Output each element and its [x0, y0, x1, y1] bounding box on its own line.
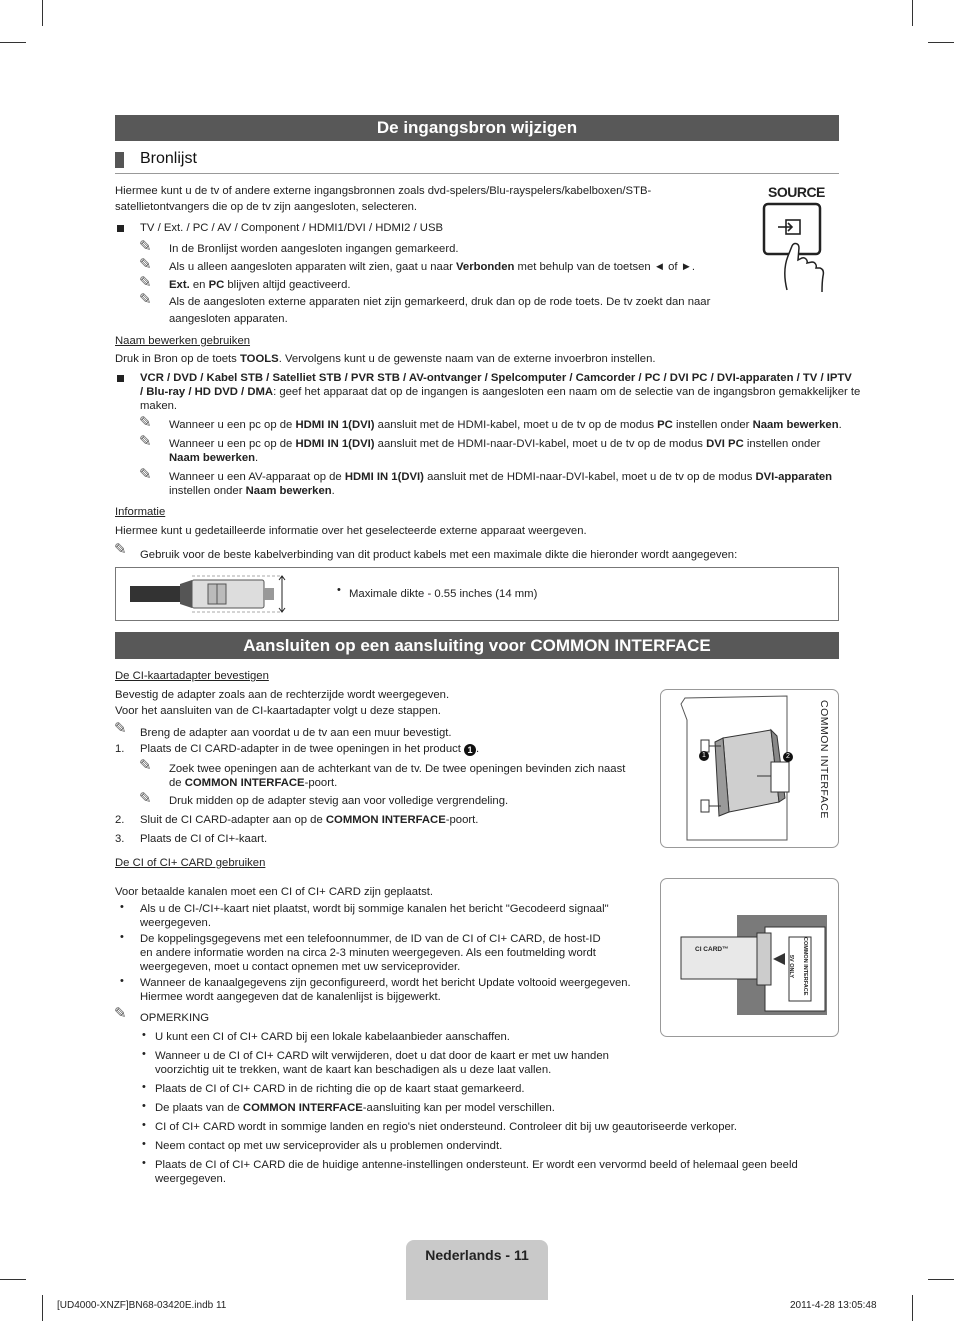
step-1-note-1-line-2: de COMMON INTERFACE-poort.: [169, 777, 338, 789]
ci-bullet-2-line-3: weergegeven, moet u contact opnemen met uw serviceprovider.: [140, 961, 461, 973]
heading-information: Informatie: [115, 506, 166, 518]
bullet-dot: •: [142, 1029, 146, 1041]
heading-edit-name: Naam bewerken gebruiken: [115, 335, 251, 347]
note-av-dvi-line-2: instellen onder Naam bewerken.: [169, 485, 335, 497]
bullet-dot: •: [337, 584, 341, 596]
note-2: Als u alleen aangesloten apparaten wilt zien, gaat u naar Verbonden met behulp van de toetsen ◄ of ►.: [169, 261, 696, 273]
step-3: Plaats de CI of CI+-kaart.: [140, 833, 268, 845]
section-title-input-source: De ingangsbron wijzigen: [115, 115, 839, 141]
note-4-line-2: aangesloten apparaten.: [169, 313, 288, 325]
subsection-bronlijst: [115, 149, 839, 174]
file-info: [UD4000-XNZF]BN68-03420E.indb 11: [57, 1300, 227, 1311]
note-av-dvi-line-1: Wanneer u een AV-apparaat op de HDMI IN 1(DVI) aansluit met de HDMI-naar-DVI-kabel, moet u de tv op de modus DVI-apparaten: [169, 471, 833, 483]
ci-note: Breng de adapter aan voordat u de tv aan een muur bevestigt.: [140, 727, 452, 739]
note-pencil-icon: ✎: [139, 256, 152, 273]
ci-card-label: CI CARD™: [695, 946, 729, 953]
ci-adapter-diagram: [660, 689, 839, 848]
bullet-dot: •: [120, 901, 124, 913]
ci-text-1: Bevestig de adapter zoals aan de rechterzijde wordt weergegeven.: [115, 689, 450, 701]
remark-3: Plaats de CI of CI+ CARD in de richting die op de kaart staat gemarkeerd.: [155, 1083, 525, 1095]
bullet-dot: •: [120, 931, 124, 943]
remark-2-line-1: Wanneer u de CI of CI+ CARD wilt verwijderen, doet u dat door de kaart er met uw handen: [155, 1050, 609, 1062]
ci-adapter-illustration: [661, 690, 838, 847]
source-button-press-icon: [760, 200, 830, 296]
device-names-line-1: VCR / DVD / Kabel STB / Satelliet STB / PVR STB / AV-ontvanger / Spelcomputer / Camcorder / PC / DVI PC / DVI-apparaten / TV / IPTV: [140, 372, 852, 384]
bullet-dot: •: [142, 1100, 146, 1112]
slot-label: COMMON INTERFACE: [801, 937, 808, 996]
print-date: 2011-4-28 13:05:48: [790, 1300, 877, 1311]
remark-heading: OPMERKING: [140, 1012, 210, 1024]
intro-line-2: satellietontvangers die op de tv zijn aangesloten, selecteren.: [115, 201, 418, 213]
remark-4: De plaats van de COMMON INTERFACE-aansluiting kan per model verschillen.: [155, 1102, 555, 1114]
note-pc-hdmi: Wanneer u een pc op de HDMI IN 1(DVI) aansluit met de HDMI-kabel, moet u de tv op de modus PC instellen onder Naam bewerken.: [169, 419, 842, 431]
marker-1-icon: 1: [699, 751, 709, 761]
note-pc-dvi-line-1: Wanneer u een pc op de HDMI IN 1(DVI) aansluit met de HDMI-naar-DVI-kabel, moet u de tv op de modus DVI PC instellen onder: [169, 438, 821, 450]
cable-note: Gebruik voor de beste kabelverbinding van dit product kabels met een maximale dikte die hieronder wordt aangegeven:: [140, 549, 738, 561]
note-pc-dvi-line-2: Naam bewerken.: [169, 452, 259, 464]
bullet-dot: •: [142, 1119, 146, 1131]
square-bullet-icon: [117, 375, 124, 382]
ci-bullet-2-line-2: en andere informatie worden na circa 2-3 minuten weergegeven. Als een foutmelding wordt: [140, 947, 596, 959]
ci-bullet-3-line-2: Hiermee wordt aangegeven dat de kanalenlijst is bijgewerkt.: [140, 991, 441, 1003]
note-pencil-icon: ✎: [139, 466, 152, 483]
ci-card-text: Voor betaalde kanalen moet een CI of CI+ CARD zijn geplaatst.: [115, 886, 434, 898]
remark-5: CI of CI+ CARD wordt in sommige landen en regio's niet ondersteund. Controleer dit bij uw geautoriseerde verkoper.: [155, 1121, 738, 1133]
section-title-common-interface: Aansluiten op een aansluiting voor COMMON INTERFACE: [115, 632, 839, 659]
device-names-line-2: / Blu-ray / HD DVD / DMA: geef het apparaat dat op de ingangen is aangesloten een naam om de selectie van de ingangsbron gemakkelijker te: [140, 386, 861, 398]
note-pencil-icon: ✎: [139, 414, 152, 431]
note-pencil-icon: ✎: [139, 790, 152, 807]
note-pencil-icon: ✎: [139, 238, 152, 255]
note-pencil-icon: ✎: [114, 720, 127, 737]
note-4-line-1: Als de aangesloten externe apparaten niet zijn gemarkeerd, druk dan op de rode toets. De tv zoekt dan naar: [169, 296, 711, 308]
5v-label: 5V ONLY: [787, 955, 794, 979]
remark-7-line-2: weergegeven.: [155, 1173, 226, 1185]
ci-card-insert-illustration: [661, 879, 838, 1036]
remark-6: Neem contact op met uw serviceprovider als u problemen ondervindt.: [155, 1140, 503, 1152]
remark-7-line-1: Plaats de CI of CI+ CARD die de huidige antenne-instellingen ondersteunt. Er wordt een vervormd beeld of helemaal geen beeld: [155, 1159, 798, 1171]
ci-bullet-1-line-1: Als u de CI-/CI+-kaart niet plaatst, wordt bij sommige kanalen het bericht "Gecodeerd signaal": [140, 903, 609, 915]
bullet-dot: •: [142, 1157, 146, 1169]
note-pencil-icon: ✎: [139, 757, 152, 774]
step-2: Sluit de CI CARD-adapter aan op de COMMON INTERFACE-poort.: [140, 814, 479, 826]
hdmi-cable-icon: [130, 574, 300, 614]
marker-2-icon: 2: [783, 752, 793, 762]
ci-card-diagram: [660, 878, 839, 1037]
heading-ci-adapter: De CI-kaartadapter bevestigen: [115, 670, 269, 682]
ci-bullet-1-line-2: weergegeven.: [140, 917, 211, 929]
step-number: 3.: [115, 833, 125, 845]
note-pencil-icon: ✎: [139, 433, 152, 450]
edit-name-text: Druk in Bron op de toets TOOLS. Vervolgens kunt u de gewenste naam van de externe invoerbron instellen.: [115, 353, 656, 365]
ci-bullet-3-line-1: Wanneer de kanaalgegevens zijn geconfigureerd, wordt het bericht Update voltooid weergegeven.: [140, 977, 631, 989]
step-1: Plaats de CI CARD-adapter in de twee openingen in het product 1 .: [140, 743, 480, 755]
bullet-dot: •: [142, 1081, 146, 1093]
source-list: TV / Ext. / PC / AV / Component / HDMI1/DVI / HDMI2 / USB: [140, 222, 444, 234]
note-pencil-icon: ✎: [114, 1005, 127, 1022]
page-number: Nederlands - 11: [425, 1247, 529, 1263]
heading-marker: [115, 152, 124, 168]
note-pencil-icon: ✎: [139, 291, 152, 308]
step-1-note-1-line-1: Zoek twee openingen aan de achterkant van de tv. De twee openingen bevinden zich naast: [169, 763, 626, 775]
note-pencil-icon: ✎: [114, 541, 127, 558]
source-button-label: SOURCE: [768, 184, 825, 200]
cable-spec-box: [115, 567, 839, 621]
step-number: 1.: [115, 743, 125, 755]
common-interface-label: COMMON INTERFACE: [818, 700, 831, 819]
subsection-title: Bronlijst: [140, 150, 197, 167]
ci-bullet-2-line-1: De koppelingsgegevens met een telefoonnummer, de ID van de CI of CI+ CARD, de host-ID: [140, 933, 601, 945]
heading-ci-card-usage: De CI of CI+ CARD gebruiken: [115, 857, 266, 869]
step-circle-icon: 1: [464, 744, 476, 756]
square-bullet-icon: [117, 225, 124, 232]
step-1-note-2: Druk midden op de adapter stevig aan voor volledige vergrendeling.: [169, 795, 509, 807]
information-text: Hiermee kunt u gedetailleerde informatie over het geselecteerde externe apparaat weergeven.: [115, 525, 587, 537]
intro-line-1: Hiermee kunt u de tv of andere externe ingangsbronnen zoals dvd-spelers/Blu-rayspelers/kabelboxen/STB-: [115, 185, 652, 197]
cable-spec-text: Maximale dikte - 0.55 inches (14 mm): [349, 588, 538, 600]
ci-text-2: Voor het aansluiten van de CI-kaartadapter volgt u deze stappen.: [115, 705, 441, 717]
note-1: In de Bronlijst worden aangesloten ingangen gemarkeerd.: [169, 243, 459, 255]
bullet-dot: •: [142, 1048, 146, 1060]
note-pencil-icon: ✎: [139, 274, 152, 291]
bullet-dot: •: [142, 1138, 146, 1150]
step-number: 2.: [115, 814, 125, 826]
note-3: Ext. en PC blijven altijd geactiveerd.: [169, 279, 351, 291]
remark-2-line-2: voorzichtig uit te trekken, want de kaart kan beschadigen als u deze laat vallen.: [155, 1064, 552, 1076]
bullet-dot: •: [120, 975, 124, 987]
device-names-line-3: maken.: [140, 400, 178, 412]
remark-1: U kunt een CI of CI+ CARD bij een lokale kabelaanbieder aanschaffen.: [155, 1031, 510, 1043]
